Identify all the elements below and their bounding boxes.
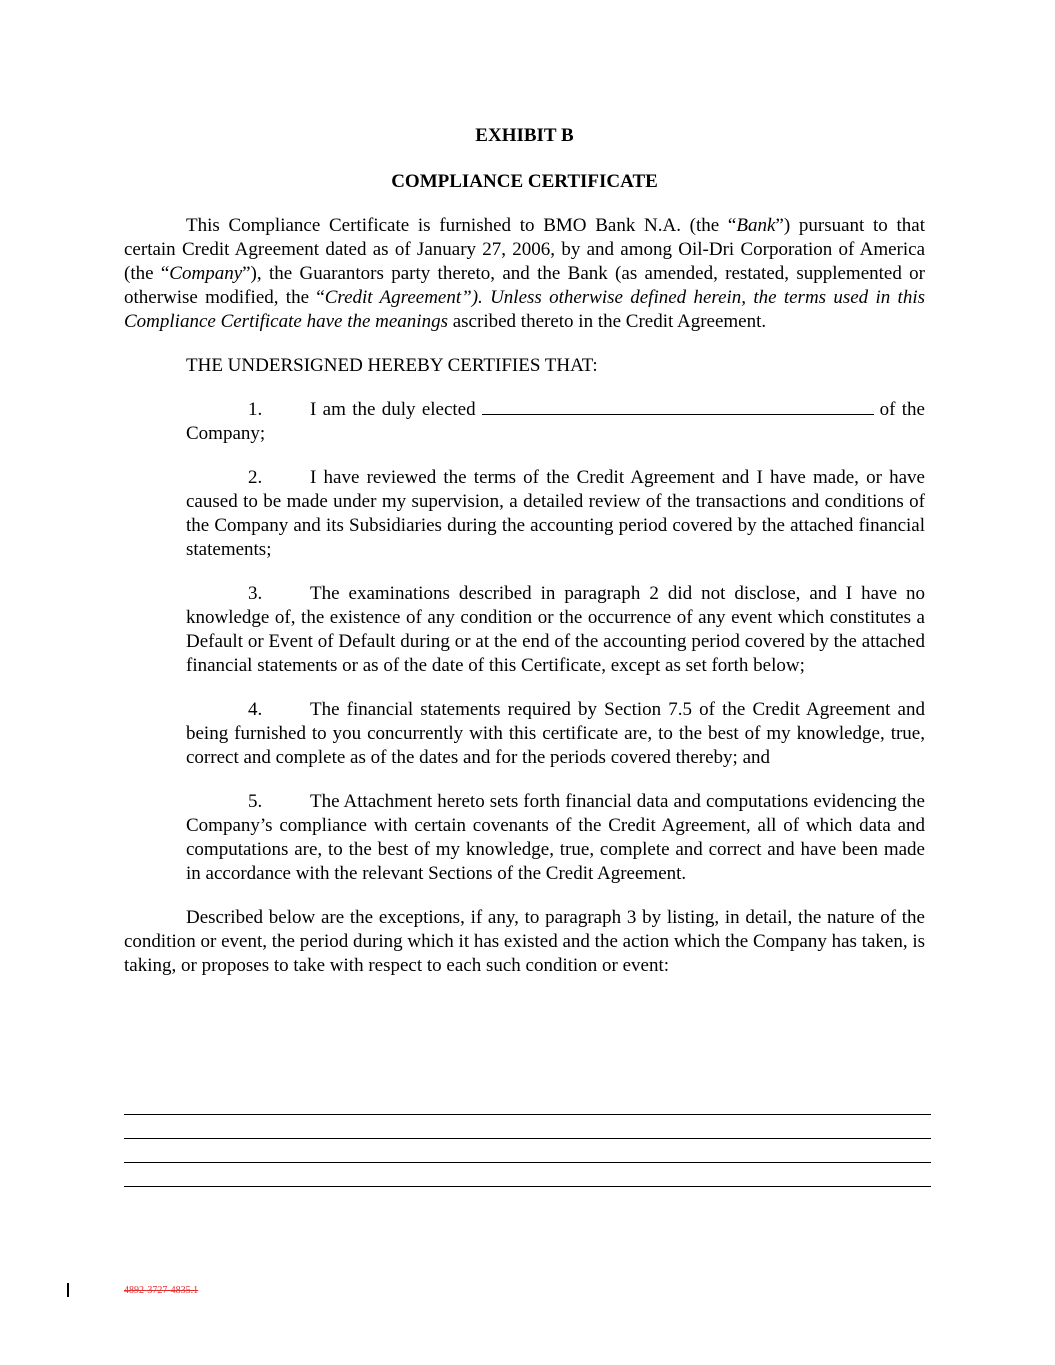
change-bar bbox=[67, 1283, 69, 1297]
bank-term: Bank bbox=[736, 215, 776, 236]
intro-text-1: This Compliance Certificate is furnished to BMO Bank N.A. (the “ bbox=[186, 215, 737, 236]
item-2-text: I have reviewed the terms of the Credit Agreement and I have made, or have caused to be made under my supervision, a detailed review of the transactions and conditions of the Company and its Subsidiaries during the accounting period covered by the attached financial statements; bbox=[186, 467, 925, 560]
item-number: 5. bbox=[248, 791, 263, 812]
intro-text-3: ”), the Guarantors party thereto, and the Bank (as amended, restated, supplemented or otherwise modified, the “ bbox=[124, 263, 925, 308]
exceptions-paragraph: Described below are the exceptions, if any, to paragraph 3 by listing, in detail, the nature of the condition or event, the period during which it has existed and the action which the Company has taken, is taking, or proposes to take with respect to each such condition or event: bbox=[124, 907, 925, 976]
item-number: 3. bbox=[248, 583, 263, 604]
item-5-text: The Attachment hereto sets forth financial data and computations evidencing the Company’s compliance with certain covenants of the Credit Agreement, all of which data and computations are, to the best of my knowledge, true, complete and correct and have been made in accordance with the relevant Sections of the Credit Agreement. bbox=[186, 791, 925, 884]
certifies-statement: THE UNDERSIGNED HEREBY CERTIFIES THAT: bbox=[186, 355, 598, 376]
item-2 bbox=[186, 466, 925, 562]
company-term: Company bbox=[169, 263, 243, 284]
item-5 bbox=[186, 790, 925, 886]
certificate-title: COMPLIANCE CERTIFICATE bbox=[391, 171, 658, 192]
document-page bbox=[124, 124, 925, 998]
item-number: 4. bbox=[248, 699, 263, 720]
exhibit-title: EXHIBIT B bbox=[475, 125, 574, 146]
item-4 bbox=[186, 698, 925, 770]
item-1 bbox=[186, 398, 925, 446]
exception-lines[interactable] bbox=[124, 1112, 931, 1187]
item-1-post-text: of the Company; bbox=[186, 399, 925, 444]
item-3-text: The examinations described in paragraph 2 did not disclose, and I have no knowledge of, the existence of any condition or the occurrence of any event which constitutes a Default or Event of Default during or at the end of the accounting period covered by the attached financial statements or as of the date of this Certificate, except as set forth below; bbox=[186, 583, 925, 676]
document-id: 4892-3727-4835.1 bbox=[124, 1285, 199, 1296]
item-1-pre-text: I am the duly elected bbox=[310, 399, 476, 420]
exception-line[interactable] bbox=[124, 1139, 931, 1163]
intro-italic-text: Credit Agreement”). Unless otherwise defined herein, the terms used in this Compliance Certificate have the meanings bbox=[124, 287, 925, 332]
intro-text-2: ”) pursuant to that certain Credit Agreement dated as of January 27, 2006, by and among Oil-Dri Corporation of America (the “ bbox=[124, 215, 925, 284]
item-4-text: The financial statements required by Section 7.5 of the Credit Agreement and being furnished to you concurrently with this certificate are, to the best of my knowledge, true, correct and complete as of the dates and for the periods covered thereby; and bbox=[186, 699, 925, 768]
exception-line[interactable] bbox=[124, 1163, 931, 1187]
exception-line[interactable] bbox=[124, 1115, 931, 1139]
title-blank-line[interactable] bbox=[482, 398, 874, 415]
item-number: 2. bbox=[248, 467, 263, 488]
item-number: 1. bbox=[248, 399, 263, 420]
item-3 bbox=[186, 582, 925, 678]
intro-paragraph bbox=[124, 214, 925, 334]
intro-text-4: ascribed thereto in the Credit Agreement. bbox=[447, 311, 767, 332]
